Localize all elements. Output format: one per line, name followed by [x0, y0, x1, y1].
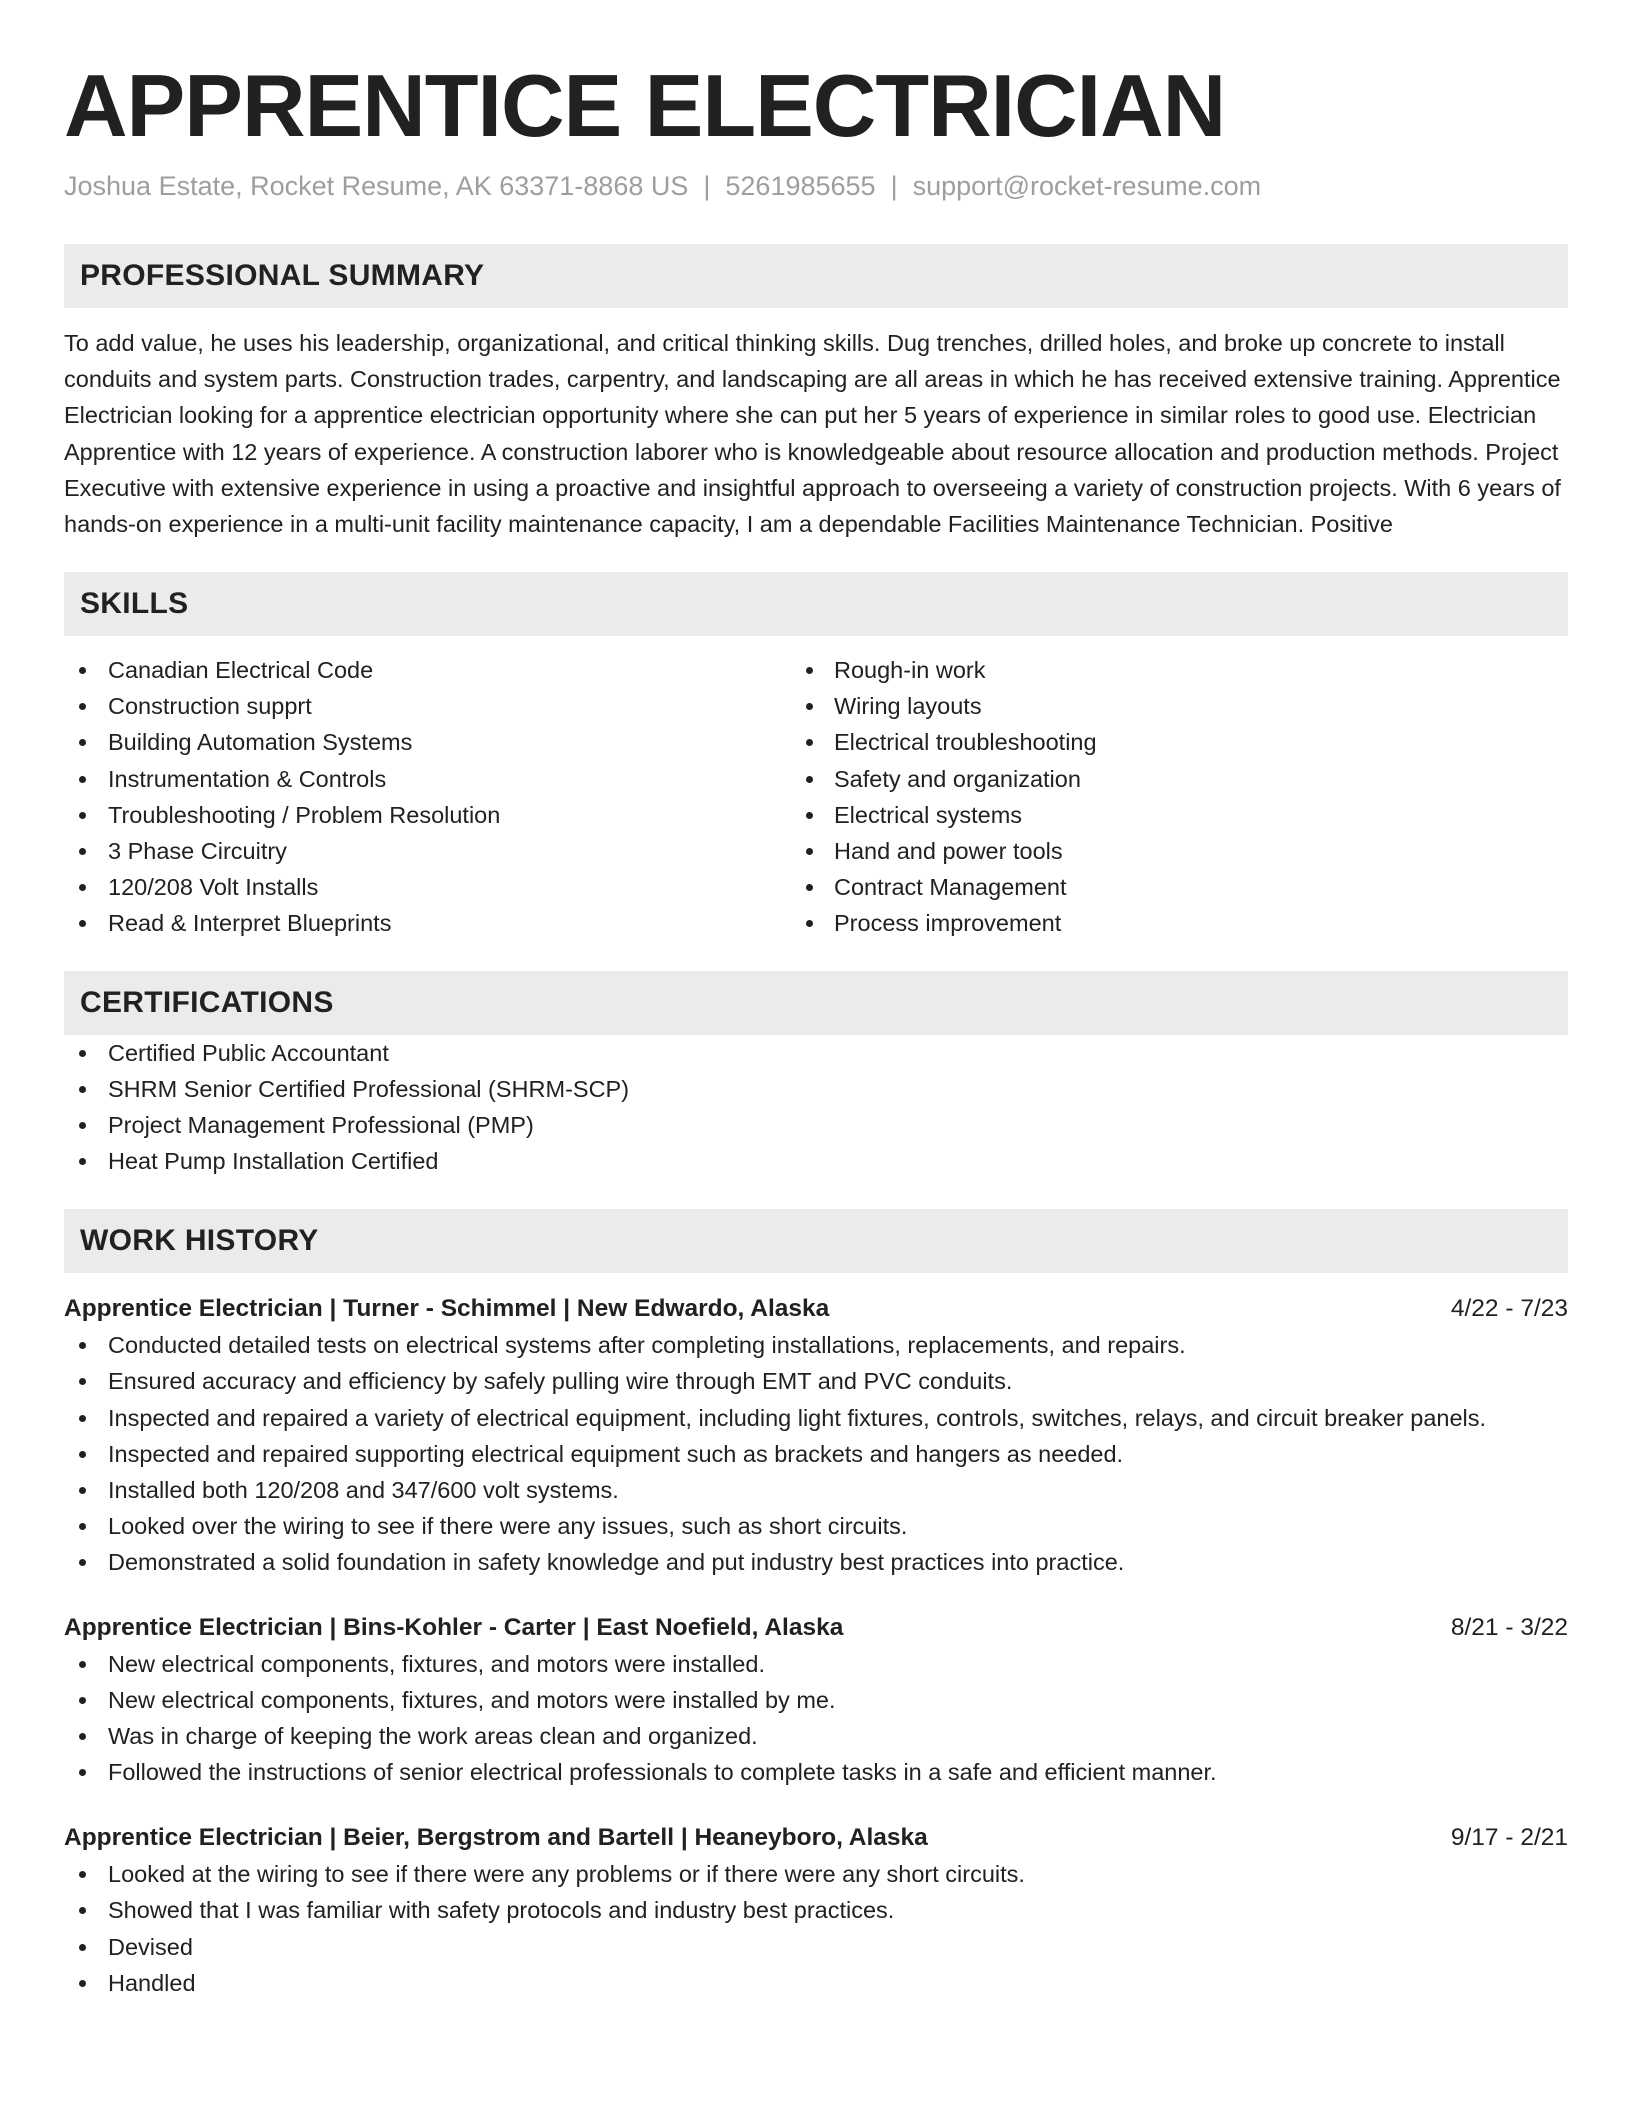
- skills-column-right: [806, 652, 1548, 941]
- skill-item: Canadian Electrical Code: [64, 652, 806, 688]
- resume-title: APPRENTICE ELECTRICIAN: [64, 56, 1226, 155]
- section-header-professional-summary: PROFESSIONAL SUMMARY: [64, 244, 1568, 308]
- job-bullet: Looked over the wiring to see if there were any issues, such as short circuits.: [64, 1508, 1568, 1544]
- certification-item: Certified Public Accountant: [64, 1035, 1568, 1071]
- job-bullet: New electrical components, fixtures, and motors were installed.: [64, 1646, 1568, 1682]
- skill-item: Contract Management: [806, 869, 1548, 905]
- skill-item: Electrical systems: [806, 797, 1548, 833]
- job-bullet: Inspected and repaired a variety of electrical equipment, including light fixtures, controls, switches, relays, and circuit breaker panels.: [64, 1400, 1568, 1436]
- contact-phone: 5261985655: [725, 171, 876, 201]
- contact-email: support@rocket-resume.com: [912, 171, 1262, 201]
- contact-address: Joshua Estate, Rocket Resume, AK 63371-8868 US: [64, 171, 689, 201]
- job-bullet: Looked at the wiring to see if there were any problems or if there were any short circuits.: [64, 1856, 1568, 1892]
- job-header: [64, 1610, 1568, 1646]
- summary-text: To add value, he uses his leadership, organizational, and critical thinking skills. Dug trenches, drilled holes, and broke up concrete to install conduits and system parts. Construction trades, carpentry, and landscaping are all areas in which he has received extensive training. Apprentice Electrician looking for a apprentice electrician opportunity where she can put her 5 years of experience in similar roles to good use. Electrician Apprentice with 12 years of experience. A construction laborer who is knowledgeable about resource allocation and production methods. Project Executive with extensive experience in using a proactive and insightful approach to overseeing a variety of construction projects. With 6 years of hands-on experience in a multi-unit facility maintenance capacity, I am a dependable Facilities Maintenance Technician. Positive: [64, 330, 1561, 538]
- job-bullet: New electrical components, fixtures, and motors were installed by me.: [64, 1682, 1568, 1718]
- job-title: Apprentice Electrician | Beier, Bergstrom and Bartell | Heaneyboro, Alaska: [64, 1824, 928, 1852]
- skill-item: Instrumentation & Controls: [64, 761, 806, 797]
- skill-item: Process improvement: [806, 905, 1548, 941]
- job-title: Apprentice Electrician | Turner - Schimmel | New Edwardo, Alaska: [64, 1295, 830, 1323]
- job-bullet-list: [64, 1646, 1568, 1790]
- certification-item: Heat Pump Installation Certified: [64, 1143, 1568, 1179]
- skill-item: Building Automation Systems: [64, 724, 806, 760]
- job-dates: 8/21 - 3/22: [1450, 1614, 1568, 1641]
- skill-item: 120/208 Volt Installs: [64, 869, 806, 905]
- job-header: [64, 1291, 1568, 1327]
- work-history-list: [64, 1291, 1568, 2000]
- resume-document: [64, 56, 1568, 2001]
- job-bullet: Was in charge of keeping the work areas clean and organized.: [64, 1718, 1568, 1754]
- skill-item: Rough-in work: [806, 652, 1548, 688]
- job-bullet: Installed both 120/208 and 347/600 volt systems.: [64, 1472, 1568, 1508]
- certification-item: SHRM Senior Certified Professional (SHRM-SCP): [64, 1071, 1568, 1107]
- skill-item: Wiring layouts: [806, 688, 1548, 724]
- job-bullet-list: [64, 1327, 1568, 1580]
- section-header-certifications: CERTIFICATIONS: [64, 971, 1568, 1035]
- section-header-work-history: WORK HISTORY: [64, 1209, 1568, 1273]
- contact-separator: |: [890, 171, 898, 201]
- job-bullet: Ensured accuracy and efficiency by safely pulling wire through EMT and PVC conduits.: [64, 1363, 1568, 1399]
- job-bullet: Conducted detailed tests on electrical systems after completing installations, replacements, and repairs.: [64, 1327, 1568, 1363]
- skill-item: Construction supprt: [64, 688, 806, 724]
- job-bullet: Inspected and repaired supporting electrical equipment such as brackets and hangers as needed.: [64, 1436, 1568, 1472]
- contact-separator: |: [703, 171, 711, 201]
- job-header: [64, 1820, 1568, 1856]
- section-header-skills: SKILLS: [64, 572, 1568, 636]
- skill-item: Safety and organization: [806, 761, 1548, 797]
- job-bullet: Devised: [64, 1929, 1568, 1965]
- job-title: Apprentice Electrician | Bins-Kohler - Carter | East Noefield, Alaska: [64, 1614, 844, 1641]
- skill-item: Read & Interpret Blueprints: [64, 905, 806, 941]
- job-bullet-list: [64, 1856, 1568, 2000]
- job-dates: 9/17 - 2/21: [1450, 1824, 1568, 1852]
- job-bullet: Showed that I was familiar with safety protocols and industry best practices.: [64, 1892, 1568, 1928]
- job-bullet: Followed the instructions of senior electrical professionals to complete tasks in a safe and efficient manner.: [64, 1754, 1568, 1790]
- skill-item: Hand and power tools: [806, 833, 1548, 869]
- skills-list-right: [806, 652, 1548, 941]
- certification-item: Project Management Professional (PMP): [64, 1107, 1568, 1143]
- job-bullet: Demonstrated a solid foundation in safety knowledge and put industry best practices into practice.: [64, 1544, 1568, 1580]
- contact-line: [64, 168, 1568, 204]
- certifications-list: [64, 1035, 1568, 1179]
- skill-item: 3 Phase Circuitry: [64, 833, 806, 869]
- skill-item: Electrical troubleshooting: [806, 724, 1548, 760]
- job-entry: [64, 1291, 1568, 1580]
- skills-grid: [64, 652, 1568, 941]
- skills-column-left: [64, 652, 806, 941]
- skill-item: Troubleshooting / Problem Resolution: [64, 797, 806, 833]
- skills-list-left: [64, 652, 806, 941]
- job-entry: [64, 1820, 1568, 2000]
- job-dates: 4/22 - 7/23: [1450, 1295, 1568, 1323]
- job-bullet: Handled: [64, 1965, 1568, 2001]
- job-entry: [64, 1610, 1568, 1790]
